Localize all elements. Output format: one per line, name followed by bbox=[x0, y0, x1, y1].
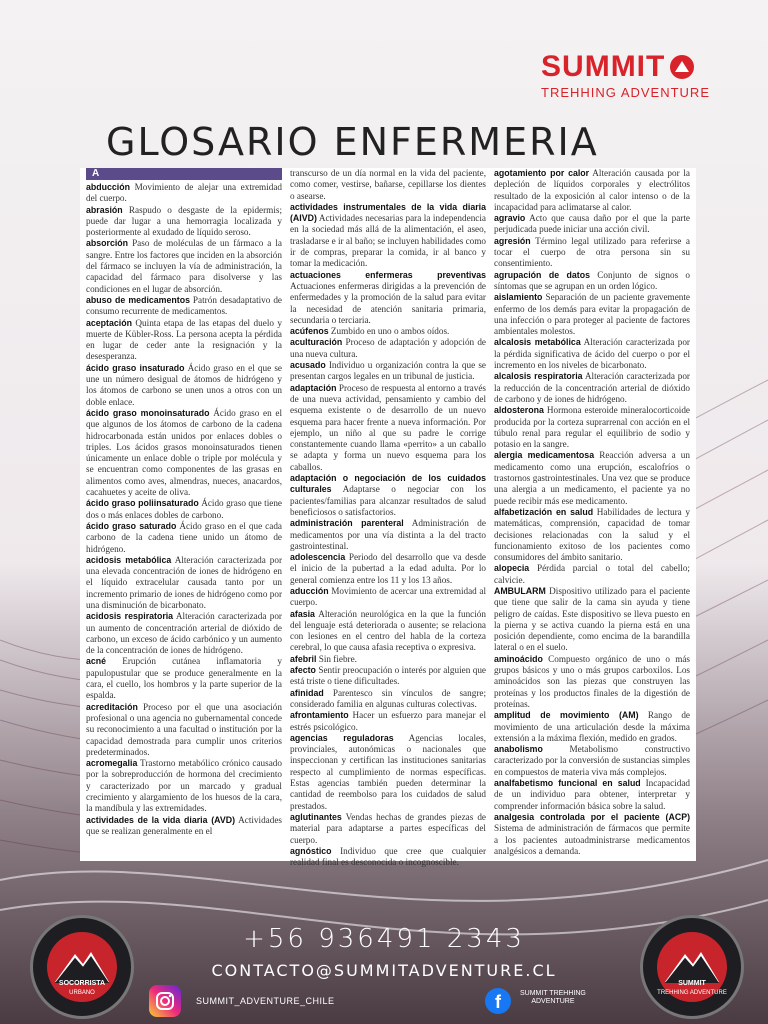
glossary-entry bbox=[86, 318, 282, 363]
glossary-definition: Periodo del desarrollo que va desde el inicio de la pubertad a la edad adulta. Por lo general comienza entre los 11 y los 13 años. bbox=[290, 552, 486, 585]
glossary-term: acidosis respiratoria bbox=[86, 611, 174, 622]
glossary-entry bbox=[86, 656, 282, 701]
glossary-definition: Agencias locales, provinciales, autonómicas o nacionales que inspeccionan y certifican las instituciones sanitarias respecto al cumplimiento de normas específicas. Estas agencias también pueden determinar la cantidad de reembolso para los cuidados de salud prestados. bbox=[290, 732, 486, 811]
glossary-definition: Individuo que cree que cualquier realidad final es desconocida o incognoscible. bbox=[290, 845, 486, 868]
contact-email[interactable]: CONTACTO@SUMMITADVENTURE.CL bbox=[211, 961, 557, 980]
glossary-definition: Individuo u organización contra la que se presentan cargos legales en un tribunal de justicia. bbox=[290, 360, 486, 382]
glossary-definition: Ácido graso en el que cada carbono de la cadena tiene unido un átomo de hidrógeno. bbox=[86, 520, 282, 554]
glossary-entry bbox=[494, 213, 690, 236]
glossary-term: AMBULARM bbox=[494, 585, 546, 596]
glossary-entry bbox=[494, 507, 690, 563]
glossary-definition: Parentesco sin vínculos de sangre; considerado familia en algunas culturas colectivas. bbox=[290, 687, 487, 709]
glossary-entry bbox=[494, 236, 690, 270]
glossary-term: agencias reguladoras bbox=[290, 732, 394, 743]
glossary-entry bbox=[86, 205, 282, 239]
glossary-term: aldosterona bbox=[494, 405, 544, 416]
glossary-definition: Actividades que se realizan generalmente en el bbox=[86, 814, 282, 836]
glossary-term: abrasión bbox=[86, 204, 123, 215]
page-title: GLOSARIO ENFERMERIA bbox=[106, 120, 599, 164]
glossary-term: alcalosis metabólica bbox=[494, 337, 581, 348]
facebook-page[interactable] bbox=[520, 990, 586, 1006]
glossary-entry bbox=[494, 812, 690, 857]
glossary-definition: Paso de moléculas de un fármaco a la sangre. Entre los factores que inciden en la absorción del fármaco se incluyen la vía de administración, la capacidad del fármaco para disolverse y las condiciones en el lugar de absorción. bbox=[86, 238, 283, 294]
glossary-term: alergia medicamentosa bbox=[494, 450, 595, 461]
glossary-entry bbox=[290, 383, 486, 473]
glossary-entry bbox=[494, 168, 690, 213]
glossary-entry bbox=[290, 688, 486, 711]
glossary-term: ácido graso saturado bbox=[86, 520, 177, 531]
glossary-definition: Actuaciones enfermeras dirigidas a la prevención de enfermedades y la promoción de la salud para evitar la necesidad de atención sanitaria primaria, secundaria o terciaria. bbox=[290, 280, 486, 325]
glossary-entry bbox=[86, 363, 282, 408]
glossary-definition: Erupción cutánea inflamatoria y papulopustular que se produce generalmente en la cara, el cuello, los hombros y la parte superior de la espalda. bbox=[86, 656, 282, 701]
glossary-definition: Metabolismo constructivo caracterizado por la conversión de sustancias simples en compuestos de materia viva más complejos. bbox=[494, 744, 691, 777]
mountain-icon bbox=[669, 54, 695, 80]
glossary-entry bbox=[86, 521, 282, 555]
glossary-entry bbox=[86, 758, 282, 814]
glossary-term: acusado bbox=[290, 360, 326, 371]
glossary-definition: Vendas hechas de grandes piezas de material para adaptarse a partes específicas del cuerpo. bbox=[290, 811, 486, 845]
glossary-term: actividades de la vida diaria (AVD) bbox=[86, 814, 236, 825]
glossary-entry bbox=[290, 326, 486, 337]
glossary-term: anabolismo bbox=[494, 744, 543, 755]
glossary-term: aculturación bbox=[290, 337, 343, 348]
glossary-definition: Proceso de respuesta al entorno a través de una nueva actividad, pensamiento y cambio del esquema existente o de desarrollo de un nuevo esquema para hacer frente a nueva información. Por ejemplo, un niño al que su padre le corrige constantemente cuando llama «perrito» a un caballo se adapta y forma un nuevo esquema para los caballos. bbox=[290, 382, 487, 472]
glossary-term: agrupación de datos bbox=[494, 269, 590, 280]
glossary-entry bbox=[290, 518, 486, 552]
glossary-definition: Sentir preocupación o interés por alguien que está triste o tiene dificultades. bbox=[290, 665, 487, 687]
summit-logo bbox=[541, 50, 710, 100]
glossary-definition: Hacer un esfuerzo para manejar el estrés psicológico. bbox=[290, 710, 487, 732]
glossary-entry bbox=[494, 744, 690, 778]
glossary-definition: Alteración caracterizada por la reducción de la concentración arterial de dióxido de carbono y de iones de hidrógeno. bbox=[494, 371, 690, 404]
glossary-entry bbox=[290, 360, 486, 383]
glossary-column-2 bbox=[290, 168, 487, 868]
glossary-definition: Actividades necesarias para la independencia en la sociedad más allá de la alimentación, el aseo, trasladarse e ir al baño; se incluyen habilidades como ir de compras, preparar la comida, ir al banco y tomar la medicación. bbox=[290, 213, 486, 269]
glossary-term: actuaciones enfermeras preventivas bbox=[290, 269, 486, 280]
glossary-entry bbox=[290, 473, 486, 518]
glossary-entry bbox=[494, 292, 690, 337]
glossary-term: aminoácido bbox=[494, 653, 543, 664]
glossary-definition: Acto que causa daño por el que la parte perjudicada puede iniciar una acción civil. bbox=[494, 213, 690, 235]
glossary-definition: Quinta etapa de las etapas del duelo y muerte de Kübler-Ross. La persona acepta la pérdida en lugar de ceder ante la resignación y la desesperanza. bbox=[86, 317, 283, 362]
glossary-definition: Ácido graso en el que algunos de los átomos de carbono de la cadena hidrocarbonada están unidos por enlaces dobles o triples. Los ácidos grasos monoinsaturados tienen únicamente un enlace doble o triple por molécula y se encuentran como componentes de las grasas en alimentos como aves, almendras, nueces, anacardos, cacahuetes y aceite de oliva. bbox=[86, 407, 283, 498]
glossary-entry bbox=[494, 270, 690, 293]
glossary-entry bbox=[290, 337, 486, 360]
instagram-icon[interactable] bbox=[149, 985, 181, 1017]
glossary-definition: Alteración neurológica en la que la función del lenguaje está deteriorada o ausente; se relaciona con lesiones en el centro del habla de la corteza cerebral, lo que causa afasia receptiva o expresiva. bbox=[290, 608, 486, 653]
glossary-entry bbox=[494, 563, 690, 586]
contact-phone[interactable]: +56 936491 2343 bbox=[243, 924, 525, 954]
glossary-entry bbox=[290, 733, 486, 812]
glossary-entry bbox=[86, 238, 282, 294]
glossary-definition: Proceso de adaptación y adopción de una nueva cultura. bbox=[290, 337, 486, 359]
glossary-term: analfabetismo funcional en salud bbox=[494, 778, 641, 789]
badge-right-line1: SUMMIT bbox=[678, 980, 706, 987]
summit-badge bbox=[640, 915, 744, 1019]
glossary-entry bbox=[290, 609, 486, 654]
glossary-definition: Reacción adversa a un medicamento como una erupción, escalofríos o trastornos gastrointestinales. Una vez que se produce una alergia a un medicamento, el paciente ya no puede recibir más ese medicamento. bbox=[494, 450, 690, 506]
glossary-definition: Habilidades de lectura y matemáticas, comprensión, capacidad de tomar decisiones relacionadas con la salud y el funcionamiento exitoso de los pacientes como consumidores del ámbito sanitario. bbox=[494, 506, 691, 563]
glossary-entry bbox=[290, 270, 486, 326]
glossary-definition: Adaptarse o negociar con los pacientes/familias para alcanzar resultados de salud beneficiosos o satisfactorios. bbox=[290, 484, 487, 517]
glossary-column-3 bbox=[494, 168, 690, 861]
glossary-definition: Incapacidad de un individuo para obtener, interpretar y comprender información básica sobre la salud. bbox=[494, 778, 690, 811]
glossary-entry bbox=[290, 665, 486, 688]
glossary-definition: Conjunto de signos o síntomas que se agrupan en un orden lógico. bbox=[494, 269, 691, 291]
glossary-term: alcalosis respiratoria bbox=[494, 371, 583, 382]
glossary-entry bbox=[86, 555, 282, 611]
glossary-term: abuso de medicamentos bbox=[86, 294, 190, 305]
glossary-term: acreditación bbox=[86, 701, 138, 712]
glossary-term: abducción bbox=[86, 182, 130, 192]
glossary-definition: Alteración caracterizada por un aumento de concentración arterial de dióxido de carbono, un exceso de ácido carbónico y un aumento de la concentración de iones de hidrógeno. bbox=[86, 611, 282, 656]
glossary-term: acúfenos bbox=[290, 326, 329, 337]
glossary-definition: Rango de movimiento de una articulación desde la máxima extensión a la máxima flexión, medido en grados. bbox=[494, 710, 690, 743]
glossary-term: afrontamiento bbox=[290, 710, 349, 721]
logo-name: SUMMIT bbox=[541, 50, 666, 83]
glossary-definition: Compuesto orgánico de uno o más grupos básicos y uno o más grupos carboxilos. Los aminoácidos son las piezas que construyen las proteínas y los productos finales de la digestión de proteínas. bbox=[494, 653, 691, 709]
glossary-term: acidosis metabólica bbox=[86, 554, 172, 565]
glossary-definition: Movimiento de alejar una extremidad del cuerpo. bbox=[86, 182, 283, 204]
glossary-entry bbox=[290, 654, 486, 665]
glossary-definition: Alteración causada por la depleción de líquidos corporales y electrólitos resultado de la exposición al calor intenso o de la incapacidad para aclimatarse al calor. bbox=[494, 168, 690, 212]
badge-left-line2: URBANO bbox=[69, 990, 95, 996]
glossary-definition: Trastorno metabólico crónico causado por la sobreproducción de hormona del crecimiento y caracterizado por un marcado y gradual crecimiento y alargamiento de los huesos de la cara, la mandíbula y las extremidades. bbox=[86, 758, 282, 814]
glossary-term: agresión bbox=[494, 235, 531, 246]
glossary-entry bbox=[290, 846, 486, 869]
glossary-definition: transcurso de un día normal en la vida del paciente, como comer, vestirse, bañarse, cepillarse los dientes o asearse. bbox=[290, 168, 486, 201]
glossary-definition: Movimiento de acercar una extremidad al cuerpo. bbox=[290, 585, 487, 608]
glossary-definition: Término legal utilizado para referirse a tocar el cuerpo de otra persona sin su consentimiento. bbox=[494, 235, 691, 269]
glossary-term: agotamiento por calor bbox=[494, 168, 590, 178]
glossary-term: adaptación o negociación de los cuidados culturales bbox=[290, 473, 486, 495]
glossary-entry bbox=[290, 552, 486, 586]
glossary-term: acromegalia bbox=[86, 758, 138, 769]
glossary-term: ácido graso monoinsaturado bbox=[86, 407, 210, 418]
glossary-entry bbox=[86, 498, 282, 521]
glossary-entry bbox=[290, 710, 486, 733]
glossary-entry bbox=[494, 654, 690, 710]
glossary-entry bbox=[494, 586, 690, 654]
glossary-term: ácido graso insaturado bbox=[86, 362, 185, 373]
glossary-entry bbox=[86, 408, 282, 498]
glossary-term: afebril bbox=[290, 653, 317, 664]
glossary-entry bbox=[86, 182, 282, 205]
glossary-definition: Alteración caracterizada por una elevada concentración de iones de hidrógeno en el líquido extracelular causada tanto por un incremento primario de iones de hidrógeno como por una disminución de bicarbonato. bbox=[86, 554, 283, 610]
glossary-term: aducción bbox=[290, 585, 329, 596]
glossary-definition: Sin fiebre. bbox=[318, 653, 357, 664]
section-letter: A bbox=[86, 168, 282, 180]
badge-right-line2: TREHHING ADVENTURE bbox=[657, 990, 727, 996]
glossary-term: acné bbox=[86, 656, 107, 667]
glossary-definition: Ácido graso en el que se une un número desigual de átomos de hidrógeno y los átomos de carbono se unen unos a otros con un doble enlace. bbox=[86, 362, 282, 407]
glossary-entry bbox=[290, 202, 486, 270]
glossary-entry bbox=[494, 778, 690, 812]
glossary-term: agnóstico bbox=[290, 845, 332, 856]
glossary-entry bbox=[494, 371, 690, 405]
glossary-term: actividades instrumentales de la vida diaria (AIVD) bbox=[290, 201, 486, 224]
glossary-definition: Separación de un paciente gravemente enfermo de los demás para evitar la propagación de una infección o para proteger al paciente de factores ambientales molestos. bbox=[494, 292, 690, 337]
glossary-entry bbox=[290, 586, 486, 609]
glossary-term: aglutinantes bbox=[290, 811, 342, 822]
glossary-term: analgesia controlada por el paciente (ACP) bbox=[494, 811, 690, 822]
glossary-definition: Pérdida parcial o total del cabello; calvicie. bbox=[494, 563, 690, 585]
glossary-term: administración parenteral bbox=[290, 518, 404, 529]
glossary-term: alopecia bbox=[494, 563, 530, 574]
glossary-term: afecto bbox=[290, 665, 316, 676]
socorrista-badge bbox=[30, 915, 134, 1019]
glossary-definition: Sistema de administración de fármacos que permite a los pacientes autoadministrarse medicamentos analgésicos a demanda. bbox=[494, 823, 690, 856]
glossary-term: absorción bbox=[86, 238, 129, 249]
facebook-line2: ADVENTURE bbox=[531, 998, 575, 1005]
glossary-term: agravio bbox=[494, 213, 526, 224]
glossary-entry bbox=[494, 405, 690, 450]
glossary-term: afinidad bbox=[290, 687, 324, 698]
glossary-term: alfabetización en salud bbox=[494, 506, 594, 517]
glossary-definition: Zumbido en uno o ambos oídos. bbox=[330, 326, 450, 337]
facebook-icon[interactable]: f bbox=[485, 988, 511, 1014]
glossary-definition: Alteración caracterizada por la pérdida significativa de ácido del cuerpo o por el incremento en los niveles de bicarbonato. bbox=[494, 337, 690, 371]
glossary-entry bbox=[494, 710, 690, 744]
glossary-entry bbox=[290, 812, 486, 846]
facebook-line1: SUMMIT TREHHING bbox=[520, 990, 586, 997]
instagram-handle[interactable]: SUMMIT_ADVENTURE_CHILE bbox=[196, 996, 335, 1006]
glossary-term: amplitud de movimiento (AM) bbox=[494, 710, 639, 721]
badge-left-line1: SOCORRISTA bbox=[58, 980, 106, 987]
glossary-entry bbox=[290, 168, 486, 202]
glossary-definition: Patrón desadaptativo de consumo recurrente de medicamentos. bbox=[86, 294, 282, 317]
glossary-definition: Dispositivo utilizado para el paciente que tiene que salir de la cama sin ayuda y tiene peligro de caídas. Este dispositivo se lleva puesto en la pierna y se activa cuando la pierna está en una posición dependiente, como encima de la barandilla lateral o en el suelo. bbox=[494, 585, 690, 653]
logo-tagline: TREHHING ADVENTURE bbox=[541, 85, 710, 100]
glossary-entry bbox=[494, 337, 690, 371]
glossary-term: aislamiento bbox=[494, 292, 543, 303]
glossary-entry bbox=[86, 815, 282, 838]
glossary-term: aceptación bbox=[86, 317, 132, 328]
glossary-entry bbox=[86, 702, 282, 758]
glossary-definition: Proceso por el que una asociación profesional o una agencia no gubernamental concede su reconocimiento a una facultad o institución por la capacidad demostrada para cumplir unos criterios predeterminados. bbox=[86, 701, 282, 757]
glossary-column-1 bbox=[86, 168, 282, 861]
glossary-term: afasia bbox=[290, 608, 315, 619]
glossary-entry bbox=[86, 295, 282, 318]
glossary-definition: Ácido graso que tiene dos o más enlaces dobles de carbono. bbox=[86, 498, 282, 520]
glossary-definition: Hormona esteroide mineralocorticoide producida por la corteza suprarrenal con acción en el túbulo renal para regular el equilibrio de sodio y potasio en la sangre. bbox=[494, 405, 691, 450]
glossary-definition: Raspudo o desgaste de la epidermis; puede dar lugar a una hemorragia localizada y posteriormente al exudado de líquido seroso. bbox=[86, 204, 282, 238]
glossary-document bbox=[80, 168, 696, 868]
glossary-term: adolescencia bbox=[290, 552, 346, 563]
glossary-entry bbox=[494, 450, 690, 506]
glossary-term: ácido graso poliinsaturado bbox=[86, 498, 199, 509]
glossary-entry bbox=[86, 611, 282, 656]
glossary-definition: Administración de medicamentos por una vía distinta a la del tracto gastrointestinal. bbox=[290, 518, 486, 551]
glossary-term: adaptación bbox=[290, 382, 337, 393]
